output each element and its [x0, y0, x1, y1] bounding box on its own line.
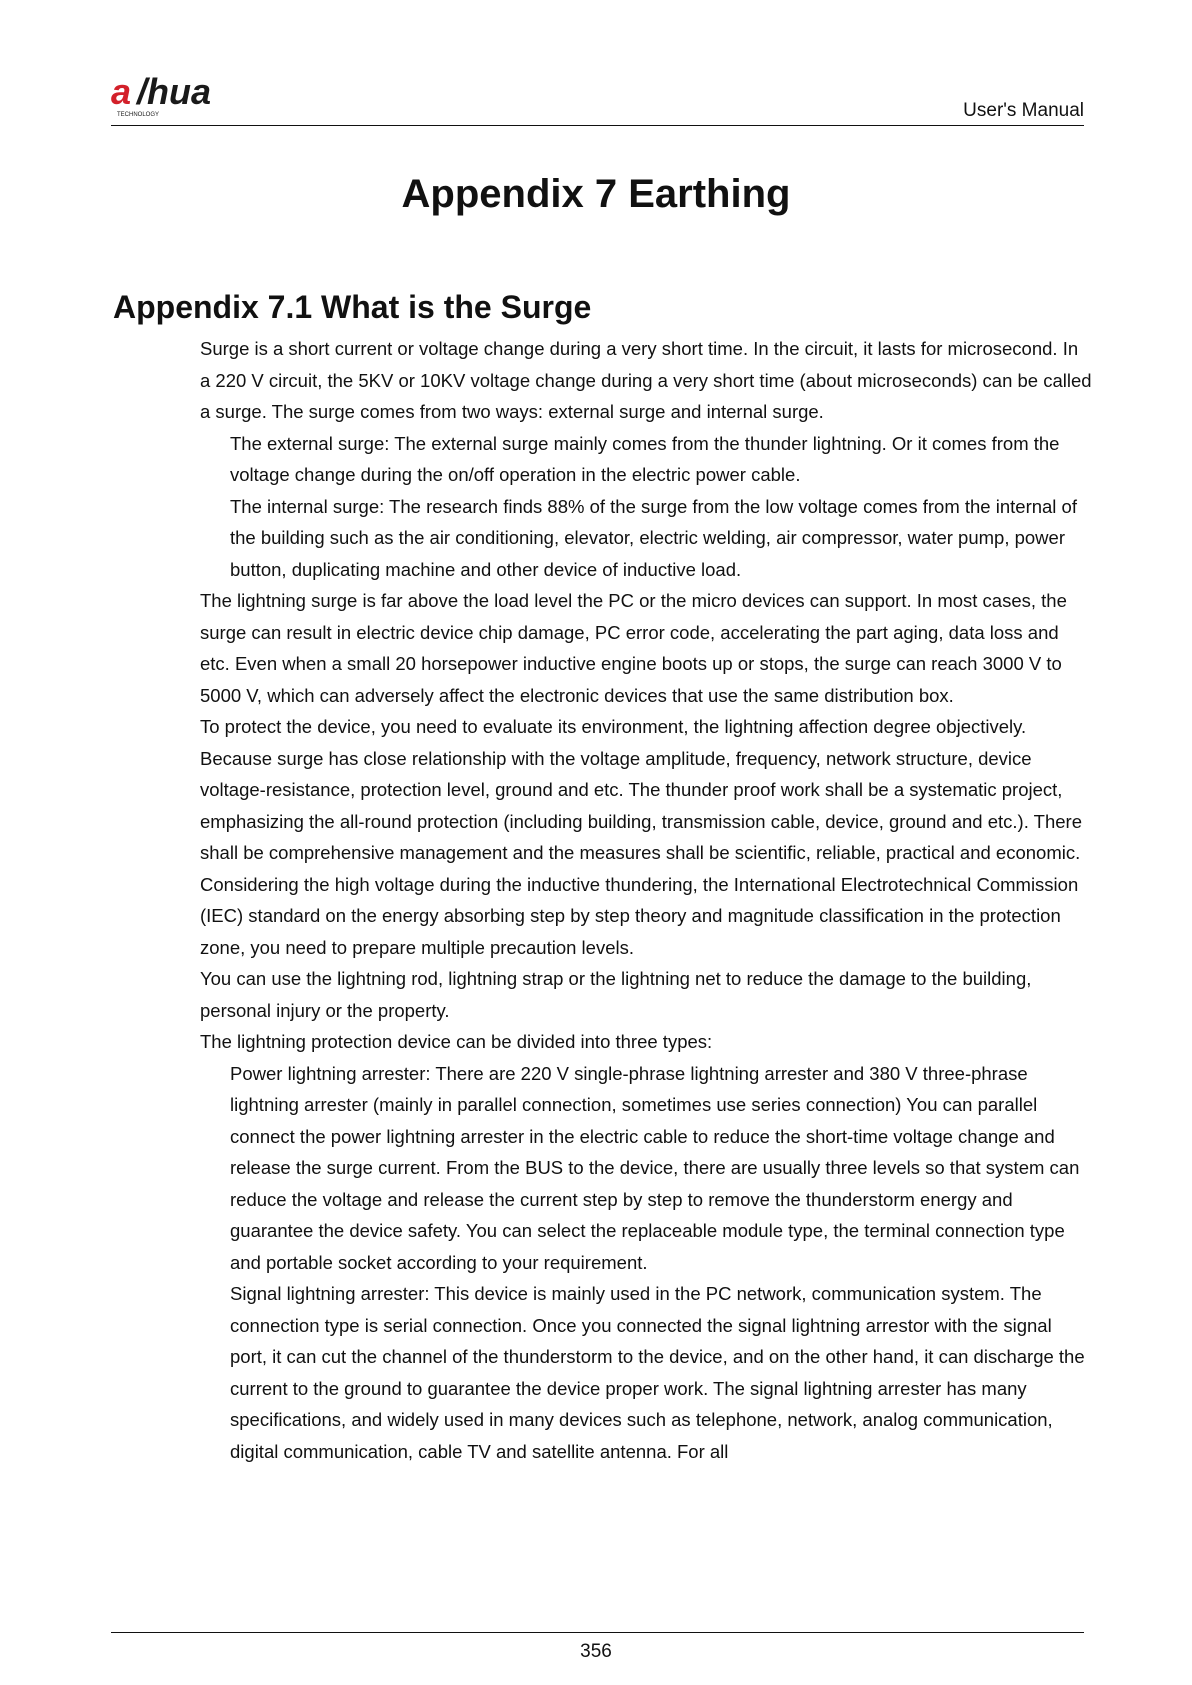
paragraph: Signal lightning arrester: This device is mainly used in the PC network, communication system. The connection type is serial connection. Once you connected the signal lightning arrestor with the signal port, it can cut the channel of the thunderstorm to the device, and on the other hand, it can discharge the current to the ground to guarantee the device proper work. The signal lightning arrester has many specifications, and widely used in many devices such as telephone, network, analog communication, digital communication, cable TV and satellite antenna. For all: [230, 1283, 1085, 1462]
paragraph: The lightning surge is far above the load level the PC or the micro devices can support. In most cases, the surge can result in electric device chip damage, PC error code, accelerating the part aging, data loss and etc. Even when a small 20 horsepower inductive engine boots up or stops, the surge can reach 3000 V to 5000 V, which can adversely affect the electronic devices that use the same distribution box.: [200, 590, 1067, 706]
paragraph: Surge is a short current or voltage change during a very short time. In the circuit, it lasts for microsecond. In a 220 V circuit, the 5KV or 10KV voltage change during a very short time (about microseconds) can be called a surge. The surge comes from two ways: external surge and internal surge.: [200, 338, 1092, 422]
paragraph: The internal surge: The research finds 88% of the surge from the low voltage comes from the internal of the building such as the air conditioning, elevator, electric welding, air compressor, water pump, power button, duplicating machine and other device of inductive load.: [230, 495, 1077, 580]
footer-divider: [111, 1632, 1084, 1633]
svg-text:TECHNOLOGY: TECHNOLOGY: [117, 112, 160, 118]
chapter-title: Appendix 7 Earthing: [401, 171, 791, 216]
dahua-logo-mark: [111, 72, 241, 120]
header-divider: [111, 125, 1084, 126]
paragraph: The lightning protection device can be divided into three types:: [200, 1031, 713, 1052]
body-text: [200, 333, 1092, 1467]
dahua-logo: [111, 72, 241, 120]
header-title: User's Manual: [963, 100, 1084, 121]
paragraph: You can use the lightning rod, lightning strap or the lightning net to reduce the damage to the building, personal injury or the property.: [200, 968, 1032, 1021]
page-number: 356: [580, 1641, 612, 1662]
section-title: Appendix 7.1 What is the Surge: [113, 288, 592, 325]
paragraph: To protect the device, you need to evaluate its environment, the lightning affection degree objectively. Because surge has close relationship with the voltage amplitude, frequency, network structure, device voltage-resistance, protection level, ground and etc. The thunder proof work shall be a systematic project, emphasizing the all-round protection (including building, transmission cable, device, ground and etc.). There shall be comprehensive management and the measures shall be scientific, reliable, practical and economic. Considering the high voltage during the inductive thundering, the International Electrotechnical Commission (IEC) standard on the energy absorbing step by step theory and magnitude classification in the protection zone, you need to prepare multiple precaution levels.: [200, 716, 1082, 958]
paragraph: The external surge: The external surge mainly comes from the thunder lightning. Or it comes from the voltage change during the on/off operation in the electric power cable.: [230, 432, 1060, 485]
svg-text:a: a: [111, 72, 132, 112]
paragraph: Power lightning arrester: There are 220 V single-phrase lightning arrester and 380 V three-phrase lightning arrester (mainly in parallel connection, sometimes use series connection) You can parallel connect the power lightning arrester in the electric cable to reduce the short-time voltage change and release the surge current. From the BUS to the device, there are usually three levels so that system can reduce the voltage and release the current step by step to remove the thunderstorm energy and guarantee the device safety. You can select the replaceable module type, the terminal connection type and portable socket according to your requirement.: [230, 1062, 1080, 1273]
svg-text:/hua: /hua: [137, 72, 212, 112]
